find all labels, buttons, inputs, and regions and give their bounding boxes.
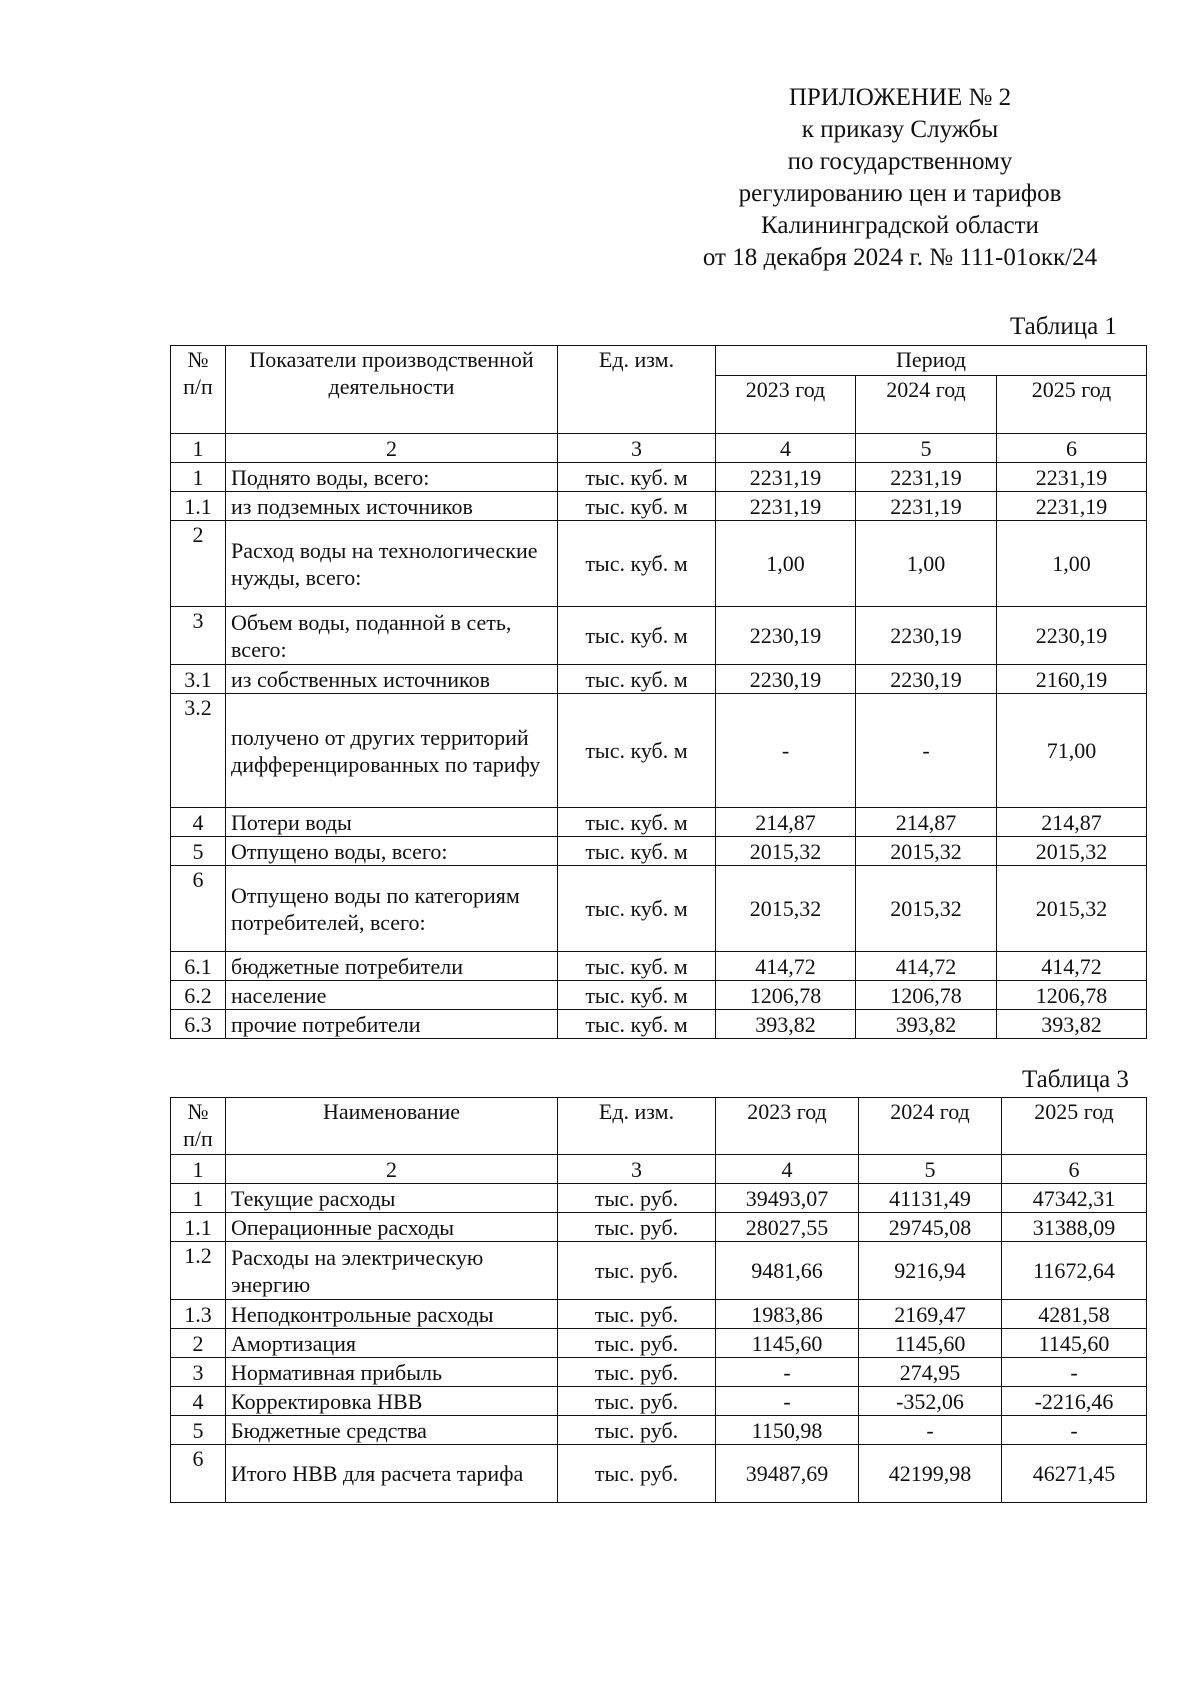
row-num: 4 [171,1387,226,1416]
row-num: 6.2 [171,981,226,1010]
table1-colnum: 4 [716,434,856,463]
row-unit: тыс. руб. [558,1358,716,1387]
table1-head-num: № п/п [171,346,226,434]
table1-colnum: 3 [558,434,716,463]
row-value-2025: 2230,19 [997,607,1147,665]
row-unit: тыс. куб. м [558,521,716,607]
table1-head-indicator: Показатели производственной деятельности [226,346,558,434]
row-value-2025: 2231,19 [997,463,1147,492]
table-row [171,463,1147,492]
row-value-2023: 1983,86 [716,1300,859,1329]
row-value-2023: 1,00 [716,521,856,607]
table-row [171,1242,1147,1300]
table3-column-numbers [171,1155,1147,1184]
row-name: Текущие расходы [226,1184,558,1213]
row-unit: тыс. руб. [558,1242,716,1300]
row-value-2024: 2015,32 [856,866,997,952]
table1-caption: Таблица 1 [1010,313,1117,340]
table3-colnum: 6 [1002,1155,1147,1184]
table-row [171,607,1147,665]
table1-colnum: 5 [856,434,997,463]
row-value-2025: 1145,60 [1002,1329,1147,1358]
row-value-2025: 2015,32 [997,866,1147,952]
row-unit: тыс. руб. [558,1329,716,1358]
row-value-2024: 393,82 [856,1010,997,1039]
table-row [171,521,1147,607]
row-value-2024: 42199,98 [859,1445,1002,1503]
row-value-2025: - [1002,1358,1147,1387]
row-value-2025: 71,00 [997,694,1147,808]
table3-head-2024: 2024 год [859,1098,1002,1155]
row-value-2023: 2230,19 [716,665,856,694]
row-value-2024: 9216,94 [859,1242,1002,1300]
table-row [171,1213,1147,1242]
table-row [171,866,1147,952]
row-value-2024: 2231,19 [856,463,997,492]
row-num: 1 [171,463,226,492]
row-name: Отпущено воды по категориям потребителей, всего: [226,866,558,952]
row-num: 5 [171,1416,226,1445]
row-unit: тыс. куб. м [558,981,716,1010]
appendix-header [640,82,1160,274]
row-value-2023: 28027,55 [716,1213,859,1242]
row-value-2024: 1,00 [856,521,997,607]
row-num: 4 [171,808,226,837]
row-value-2024: 41131,49 [859,1184,1002,1213]
row-num: 2 [171,1329,226,1358]
row-value-2024: - [859,1416,1002,1445]
row-value-2024: -352,06 [859,1387,1002,1416]
appendix-line-2: к приказу Службы [801,116,999,143]
table3-head-num: № п/п [171,1098,226,1155]
table1-colnum: 6 [997,434,1147,463]
table-row [171,694,1147,808]
row-value-2023: 39487,69 [716,1445,859,1503]
row-value-2025: 11672,64 [1002,1242,1147,1300]
table-row [171,1329,1147,1358]
row-unit: тыс. руб. [558,1213,716,1242]
table1-column-numbers [171,434,1147,463]
table-row [171,952,1147,981]
table1-head-period: Период [716,346,1147,376]
table3-colnum: 4 [716,1155,859,1184]
row-unit: тыс. руб. [558,1387,716,1416]
row-num: 1.3 [171,1300,226,1329]
table-row [171,1300,1147,1329]
row-num: 3 [171,607,226,665]
row-value-2023: - [716,1358,859,1387]
row-unit: тыс. куб. м [558,492,716,521]
table-row [171,665,1147,694]
table1-head-unit: Ед. изм. [558,346,716,434]
row-value-2025: 46271,45 [1002,1445,1147,1503]
row-name: население [226,981,558,1010]
row-name: Потери воды [226,808,558,837]
row-value-2023: 1150,98 [716,1416,859,1445]
row-value-2024: 1206,78 [856,981,997,1010]
table3-head-name: Наименование [226,1098,558,1155]
row-value-2023: 39493,07 [716,1184,859,1213]
row-value-2023: 1145,60 [716,1329,859,1358]
row-unit: тыс. руб. [558,1445,716,1503]
row-value-2025: 31388,09 [1002,1213,1147,1242]
row-name: Бюджетные средства [226,1416,558,1445]
row-name: Корректировка НВВ [226,1387,558,1416]
table1-head-2023: 2023 год [716,376,856,434]
row-unit: тыс. куб. м [558,1010,716,1039]
appendix-line-5: Калининградской области [761,212,1039,239]
row-value-2024: 2015,32 [856,837,997,866]
row-num: 6 [171,866,226,952]
table3-head-unit: Ед. изм. [558,1098,716,1155]
row-name: Расход воды на технологические нужды, всего: [226,521,558,607]
row-unit: тыс. руб. [558,1184,716,1213]
row-value-2023: 2230,19 [716,607,856,665]
table1-colnum: 2 [226,434,558,463]
row-name: из подземных источников [226,492,558,521]
table1-head-2024: 2024 год [856,376,997,434]
table-row [171,808,1147,837]
row-value-2024: 214,87 [856,808,997,837]
row-unit: тыс. куб. м [558,694,716,808]
row-unit: тыс. руб. [558,1300,716,1329]
row-num: 2 [171,521,226,607]
table-row [171,1184,1147,1213]
row-value-2024: 414,72 [856,952,997,981]
row-num: 1 [171,1184,226,1213]
row-value-2024: 2231,19 [856,492,997,521]
row-value-2025: 2231,19 [997,492,1147,521]
row-num: 1.2 [171,1242,226,1300]
row-unit: тыс. руб. [558,1416,716,1445]
appendix-line-3: по государственному [787,148,1013,175]
row-name: Итого НВВ для расчета тарифа [226,1445,558,1503]
table-row [171,492,1147,521]
row-value-2024: - [856,694,997,808]
row-value-2024: 2169,47 [859,1300,1002,1329]
table1-head-2025: 2025 год [997,376,1147,434]
row-unit: тыс. куб. м [558,808,716,837]
row-value-2024: 1145,60 [859,1329,1002,1358]
row-value-2023: 414,72 [716,952,856,981]
row-unit: тыс. куб. м [558,866,716,952]
row-unit: тыс. куб. м [558,607,716,665]
row-name: прочие потребители [226,1010,558,1039]
row-value-2025: 393,82 [997,1010,1147,1039]
table3-colnum: 2 [226,1155,558,1184]
row-value-2025: 4281,58 [1002,1300,1147,1329]
row-value-2023: 2231,19 [716,492,856,521]
row-name: Расходы на электрическую энергию [226,1242,558,1300]
row-name: Неподконтрольные расходы [226,1300,558,1329]
row-value-2023: - [716,694,856,808]
row-num: 3.2 [171,694,226,808]
appendix-line-4: регулированию цен и тарифов [738,180,1062,207]
row-num: 3 [171,1358,226,1387]
row-num: 5 [171,837,226,866]
row-value-2024: 2230,19 [856,665,997,694]
table1-colnum: 1 [171,434,226,463]
row-value-2025: - [1002,1416,1147,1445]
row-value-2025: 1206,78 [997,981,1147,1010]
row-unit: тыс. куб. м [558,837,716,866]
row-name: Поднято воды, всего: [226,463,558,492]
row-num: 6.1 [171,952,226,981]
row-name: Объем воды, поданной в сеть, всего: [226,607,558,665]
row-value-2023: 393,82 [716,1010,856,1039]
row-unit: тыс. куб. м [558,463,716,492]
table-row [171,1416,1147,1445]
row-value-2023: 1206,78 [716,981,856,1010]
row-value-2024: 2230,19 [856,607,997,665]
table-row [171,1445,1147,1503]
table3-colnum: 5 [859,1155,1002,1184]
row-value-2023: - [716,1387,859,1416]
table3-colnum: 1 [171,1155,226,1184]
row-unit: тыс. куб. м [558,665,716,694]
row-name: получено от других территорий дифференцированных по тарифу [226,694,558,808]
production-table [170,345,1147,1039]
row-value-2023: 9481,66 [716,1242,859,1300]
table3-head-2023: 2023 год [716,1098,859,1155]
row-name: Амортизация [226,1329,558,1358]
row-value-2024: 274,95 [859,1358,1002,1387]
table-row [171,837,1147,866]
row-value-2023: 2015,32 [716,866,856,952]
row-name: из собственных источников [226,665,558,694]
table-row [171,1387,1147,1416]
row-value-2025: 2160,19 [997,665,1147,694]
row-value-2024: 29745,08 [859,1213,1002,1242]
row-value-2025: -2216,46 [1002,1387,1147,1416]
row-name: Нормативная прибыль [226,1358,558,1387]
row-value-2025: 214,87 [997,808,1147,837]
row-num: 1.1 [171,492,226,521]
row-name: Отпущено воды, всего: [226,837,558,866]
table-row [171,981,1147,1010]
row-num: 1.1 [171,1213,226,1242]
row-name: Операционные расходы [226,1213,558,1242]
row-value-2023: 214,87 [716,808,856,837]
row-unit: тыс. куб. м [558,952,716,981]
row-num: 3.1 [171,665,226,694]
table3-caption: Таблица 3 [1022,1066,1129,1093]
row-value-2025: 1,00 [997,521,1147,607]
row-num: 6.3 [171,1010,226,1039]
row-value-2025: 47342,31 [1002,1184,1147,1213]
appendix-title: ПРИЛОЖЕНИЕ № 2 [788,84,1012,111]
row-num: 6 [171,1445,226,1503]
row-name: бюджетные потребители [226,952,558,981]
row-value-2023: 2231,19 [716,463,856,492]
table-row [171,1010,1147,1039]
row-value-2023: 2015,32 [716,837,856,866]
table3-head-2025: 2025 год [1002,1098,1147,1155]
row-value-2025: 2015,32 [997,837,1147,866]
table-row [171,1358,1147,1387]
expenses-table [170,1097,1147,1503]
row-value-2025: 414,72 [997,952,1147,981]
appendix-order-date: от 18 декабря 2024 г. № 111-01окк/24 [702,244,1098,271]
table3-colnum: 3 [558,1155,716,1184]
